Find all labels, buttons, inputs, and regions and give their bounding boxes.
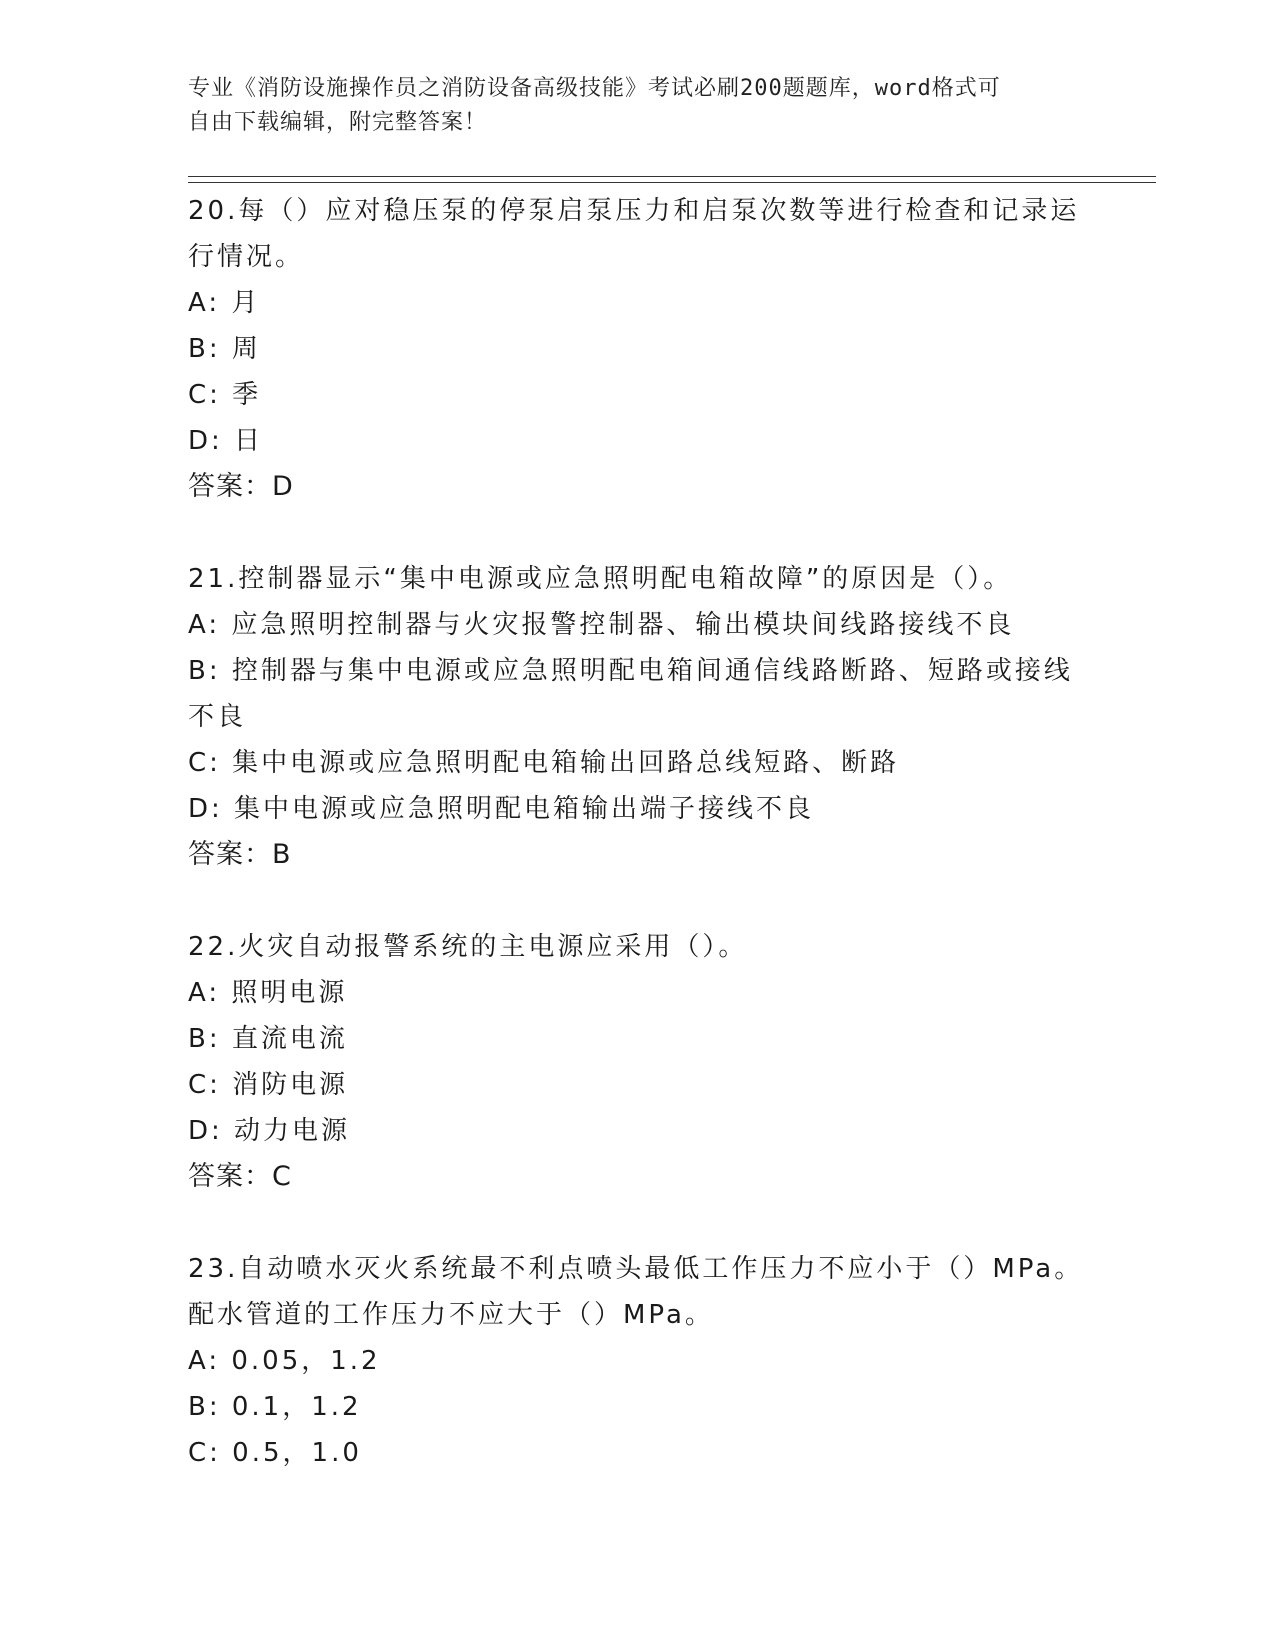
option-a: A: 照明电源 xyxy=(188,978,348,1008)
option-d: D: 动力电源 xyxy=(188,1116,351,1146)
option-b: B: 周 xyxy=(188,334,261,364)
option-c: C: 集中电源或应急照明配电箱输出回路总线短路、断路 xyxy=(188,748,900,778)
option-c: C: 季 xyxy=(188,380,262,410)
option-b-continued: 不良 xyxy=(188,702,247,732)
option-b: B: 直流电流 xyxy=(188,1024,348,1054)
answer-line: 答案：C xyxy=(188,1161,292,1192)
question-block xyxy=(188,1246,1088,1476)
option-a: A: 0.05，1.2 xyxy=(188,1346,381,1376)
question-block xyxy=(188,924,1088,1200)
option-c: C: 消防电源 xyxy=(188,1070,349,1100)
question-stem: 20.每（）应对稳压泵的停泵启泵压力和启泵次数等进行检查和记录运 xyxy=(188,196,1080,226)
header-line-2: 自由下载编辑，附完整答案！ xyxy=(188,110,488,135)
question-block xyxy=(188,556,1088,878)
answer-line: 答案：D xyxy=(188,471,294,502)
question-stem: 21.控制器显示“集中电源或应急照明配电箱故障”的原因是（）。 xyxy=(188,564,1013,594)
question-list xyxy=(188,188,1088,1476)
option-b: B: 控制器与集中电源或应急照明配电箱间通信线路断路、短路或接线 xyxy=(188,656,1073,686)
question-stem: 22.火灾自动报警系统的主电源应采用（）。 xyxy=(188,932,748,962)
question-stem: 23.自动喷水灭火系统最不利点喷头最低工作压力不应小于（）MPa。 xyxy=(188,1254,1084,1284)
question-block xyxy=(188,188,1088,510)
header-line-1: 专业《消防设施操作员之消防设备高级技能》考试必刷200题题库，word格式可 xyxy=(188,76,1001,101)
header-rule-top xyxy=(188,176,1156,177)
header-rule-bottom xyxy=(188,182,1156,183)
question-stem: 配水管道的工作压力不应大于（）MPa。 xyxy=(188,1300,714,1330)
document-header xyxy=(188,72,1068,140)
option-c: C: 0.5，1.0 xyxy=(188,1438,362,1468)
option-d: D: 日 xyxy=(188,426,264,456)
answer-line: 答案：B xyxy=(188,839,292,870)
option-d: D: 集中电源或应急照明配电箱输出端子接线不良 xyxy=(188,794,815,824)
question-stem: 行情况。 xyxy=(188,242,305,272)
option-a: A: 月 xyxy=(188,288,261,318)
option-b: B: 0.1，1.2 xyxy=(188,1392,362,1422)
option-a: A: 应急照明控制器与火灾报警控制器、输出模块间线路接线不良 xyxy=(188,610,1015,640)
